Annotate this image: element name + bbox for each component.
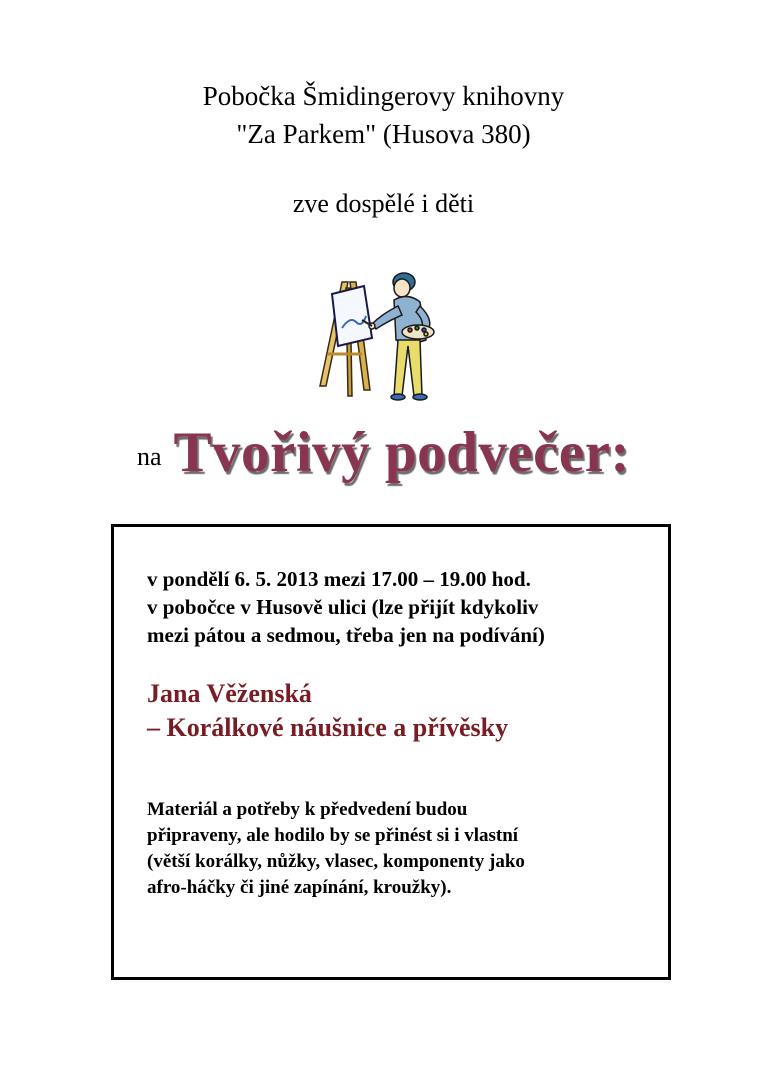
library-branch-name: Pobočka Šmidingerovy knihovny: [202, 81, 565, 111]
canvas: [332, 286, 372, 346]
presenter-name: Jana Věženská: [147, 679, 312, 708]
painter: [362, 273, 434, 400]
painter-at-easel-icon: [318, 268, 454, 402]
library-branch-address: "Za Parkem" (Husova 380): [236, 119, 531, 149]
event-headline: [0, 420, 767, 485]
materials-note: [147, 797, 525, 901]
materials-line-4: afro-háčky či jiné zapínání, kroužky).: [147, 877, 452, 898]
presenter-block: [147, 677, 508, 745]
materials-line-1: Materiál a potřeby k předvedení budou: [147, 799, 468, 820]
headline-prefix: na: [136, 442, 162, 471]
materials-line-3: (větší korálky, nůžky, vlasec, komponenty jako: [147, 851, 525, 872]
event-date-time: v pondělí 6. 5. 2013 mezi 17.00 – 19.00 hod.: [147, 567, 531, 591]
event-title: Tvořivý podvečer:: [173, 421, 631, 484]
event-location-note: mezi pátou a sedmou, třeba jen na podívání): [147, 623, 545, 647]
event-details: [147, 565, 545, 649]
workshop-topic: – Korálkové náušnice a přívěsky: [147, 713, 509, 742]
materials-line-2: připraveny, ale hodilo by se přinést si i vlastní: [147, 825, 519, 846]
event-info-box: [111, 524, 671, 980]
invitation-line: zve dospělé i děti: [292, 189, 475, 218]
event-location: v pobočce v Husově ulici (lze přijít kdykoliv: [147, 595, 539, 619]
